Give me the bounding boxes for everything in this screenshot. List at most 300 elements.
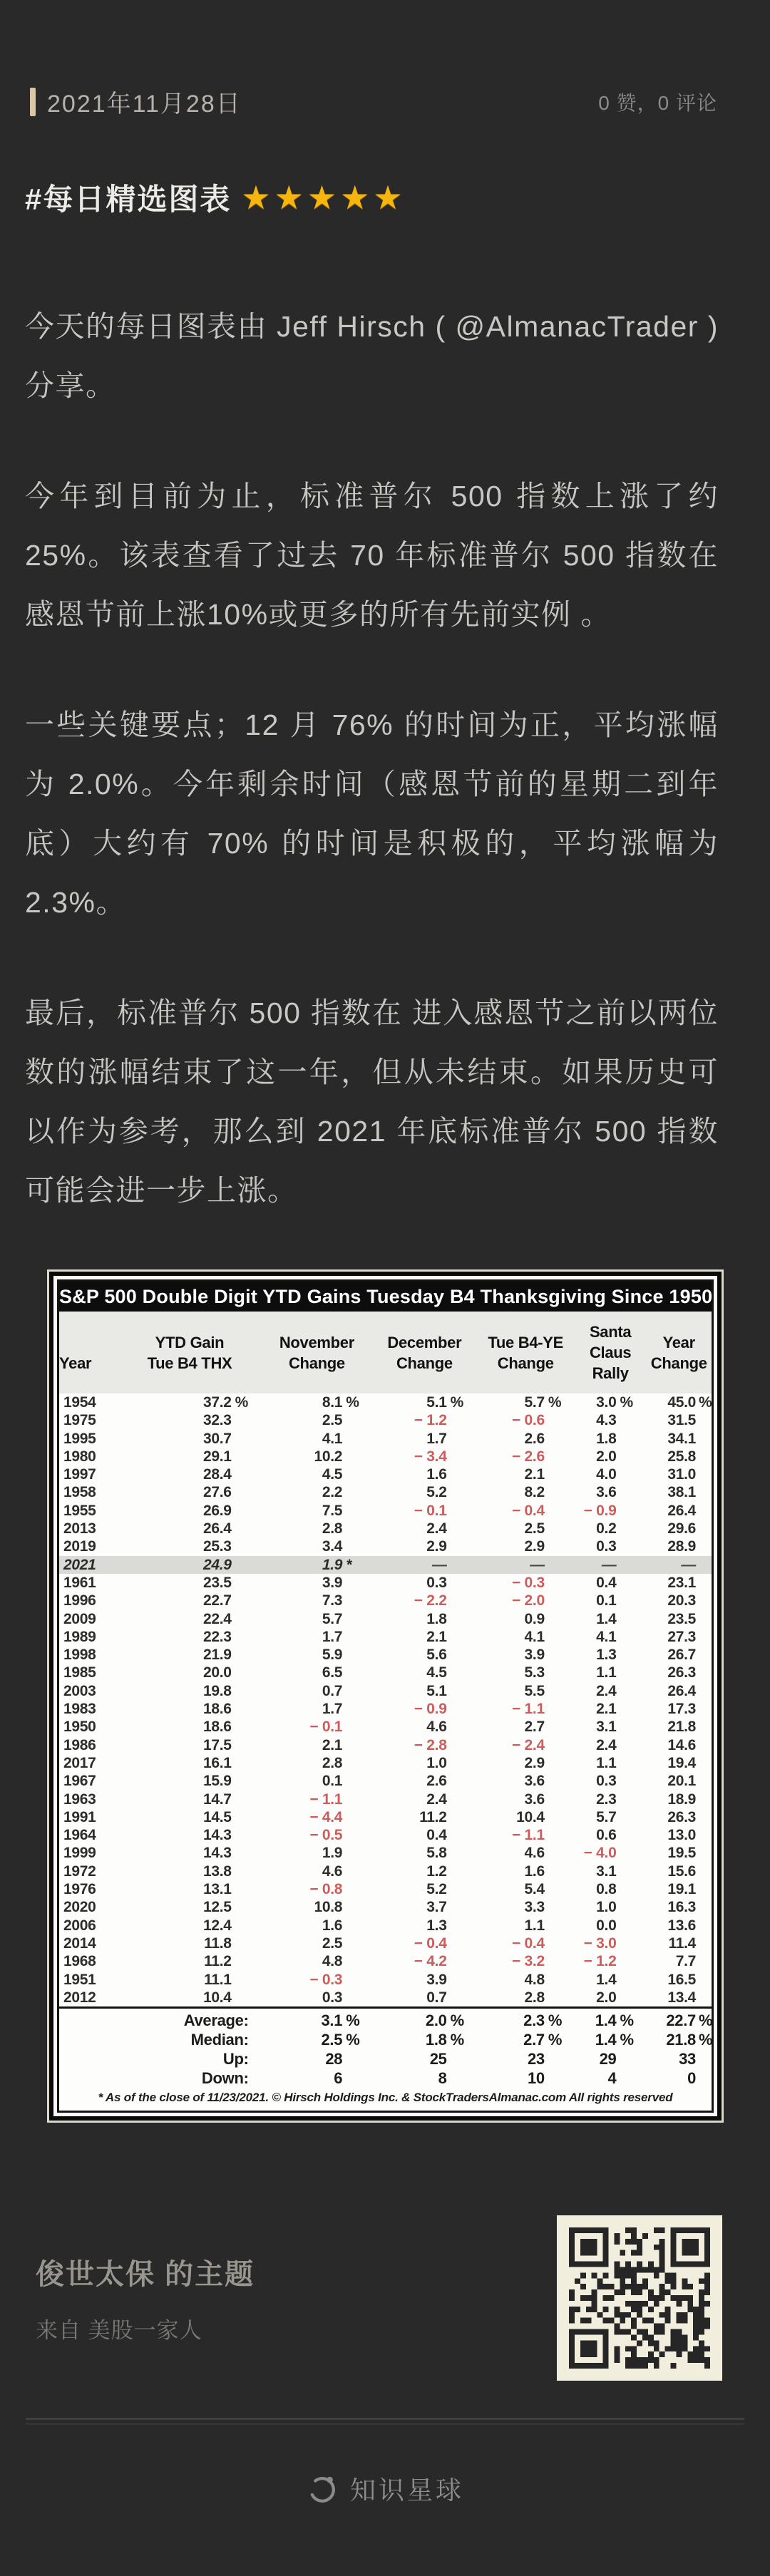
almanac-table-frame — [57, 1279, 714, 2113]
table-cell: − 4.2 — [414, 1953, 447, 1970]
year-cell: 2003 — [63, 1682, 96, 1699]
table-cell: 2.3 % — [477, 2008, 575, 2031]
table-cell: 1.4 — [596, 1971, 617, 1988]
post-header — [0, 0, 770, 219]
table-cell: 38.1 — [667, 1484, 696, 1501]
year-cell: 1963 — [63, 1791, 96, 1808]
table-cell: 0.0 — [596, 1917, 617, 1934]
table-cell: 25 — [429, 2050, 447, 2068]
table-cell: 0 — [687, 2069, 696, 2088]
table-cell: 8 — [438, 2069, 447, 2088]
year-cell: 1961 — [63, 1574, 96, 1591]
table-cell: 17.5 — [202, 1736, 232, 1753]
table-header — [59, 1312, 712, 1393]
table-cell: − 4.0 — [583, 1845, 617, 1862]
table-cell: 30.7 — [202, 1430, 232, 1447]
hashtag-link[interactable]: #每日精选图表 — [25, 182, 232, 216]
brand-name: 知识星球 — [349, 2475, 464, 2505]
qr-code — [557, 2215, 722, 2381]
table-row — [59, 1592, 712, 1609]
table-cell: − 1.2 — [414, 1412, 447, 1429]
table-cell: 14.3 — [202, 1845, 232, 1862]
year-cell: 1964 — [63, 1827, 96, 1844]
table-cell: 26.3 — [667, 1808, 696, 1825]
table-cell: 16.5 — [667, 1971, 696, 1988]
table-cell: 2.8 — [322, 1754, 343, 1771]
table-cell: 5.1 — [426, 1682, 447, 1699]
table-cell: 19.1 — [667, 1881, 696, 1898]
table-cell: 5.2 — [426, 1484, 447, 1501]
table-cell: − 2.0 — [512, 1592, 545, 1609]
table-cell: 0.3 — [322, 1989, 343, 2006]
table-cell: − 0.4 — [512, 1502, 545, 1519]
table-cell: − 0.3 — [512, 1574, 545, 1591]
table-cell: 5.7 % — [524, 1394, 562, 1411]
table-cell: 5.1 % — [426, 1394, 463, 1411]
table-cell: 4.1 — [596, 1628, 617, 1645]
table-cell: 2.6 — [524, 1430, 545, 1447]
table-cell: 2.9 — [524, 1754, 545, 1771]
table-row — [59, 1754, 712, 1772]
post-paragraph: 今天的每日图表由 Jeff Hirsch ( @AlmanacTrader ) 分享。 — [25, 310, 719, 402]
table-cell: 5.4 — [524, 1881, 545, 1898]
table-cell: 3.4 — [322, 1538, 343, 1555]
column-header: Year — [59, 1312, 118, 1393]
table-cell: 1.8 — [596, 1430, 617, 1447]
table-cell: 1.8 — [426, 1610, 447, 1627]
year-cell: 1980 — [63, 1448, 96, 1465]
table-cell: 2.5 — [322, 1934, 343, 1952]
table-cell: 5.3 — [524, 1664, 545, 1681]
table-cell: 1.6 — [524, 1863, 545, 1880]
footer-theme-title[interactable]: 俊世太保 的主题 — [36, 2259, 255, 2291]
table-cell: − 0.4 — [512, 1934, 545, 1952]
year-cell: 1995 — [63, 1430, 96, 1447]
table-cell: 1.6 — [426, 1466, 447, 1483]
table-cell: 33 — [679, 2050, 696, 2068]
post-paragraph: 今年到目前为止，标准普尔 500 指数上涨了约 25%。该表查看了过去 70 年标准普尔 500 指数在 感恩节前上涨10%或更多的所有先前实例 。 — [25, 480, 719, 631]
table-cell: — — [477, 1556, 575, 1574]
table-cell: 8.1 % — [322, 1394, 359, 1411]
table-cell: 2.5 — [524, 1520, 545, 1537]
table-cell: 3.9 — [426, 1971, 447, 1988]
summary-label: Down: — [201, 2069, 249, 2088]
table-cell: 22.3 — [202, 1628, 232, 1645]
table-row — [59, 1520, 712, 1537]
year-cell: 1976 — [63, 1881, 96, 1898]
table-cell: 16.1 — [202, 1754, 232, 1771]
table-title: S&P 500 Double Digit YTD Gains Tuesday B4 Thanksgiving Since 1950 — [59, 1282, 712, 1312]
table-row — [59, 1700, 712, 1718]
post-paragraph: 一些关键要点；12 月 76% 的时间为正，平均涨幅为 2.0%。今年剩余时间（感恩节前的星期二到年底）大约有 70% 的时间是积极的，平均涨幅为 2.3%。 — [25, 709, 719, 919]
table-cell: 10.4 — [516, 1808, 545, 1825]
table-cell: − 2.4 — [512, 1736, 545, 1753]
table-cell: 14.5 — [202, 1808, 232, 1825]
table-cell: 4.6 — [426, 1719, 447, 1736]
table-cell: 3.9 — [322, 1574, 343, 1591]
table-cell: 23.5 — [202, 1574, 232, 1591]
year-cell: 1967 — [63, 1773, 96, 1790]
table-cell: − 0.5 — [309, 1827, 343, 1844]
table-cell: − 0.3 — [309, 1971, 343, 1988]
table-cell: 21.8 — [667, 1719, 696, 1736]
table-row — [59, 1772, 712, 1790]
post-body — [0, 297, 770, 2121]
table-row — [59, 1844, 712, 1862]
table-row — [59, 1537, 712, 1555]
table-cell: 0.1 — [596, 1592, 617, 1609]
year-cell: 2012 — [63, 1989, 96, 2006]
table-cell: − 0.1 — [414, 1502, 447, 1519]
table-row — [59, 1989, 712, 2008]
table-cell: 2.4 — [596, 1682, 617, 1699]
table-row — [59, 1808, 712, 1826]
table-cell: 3.3 — [524, 1899, 545, 1916]
likes-comments-count: 0 赞，0 评论 — [598, 91, 717, 114]
table-cell: 22.4 — [202, 1610, 232, 1627]
data-table — [59, 1312, 712, 2088]
table-cell: 18.9 — [667, 1791, 696, 1808]
table-cell: 28.4 — [202, 1466, 232, 1483]
table-cell: 6 — [334, 2069, 343, 2088]
year-cell: 1999 — [63, 1845, 96, 1862]
table-cell: − 0.6 — [512, 1412, 545, 1429]
table-row — [59, 1736, 712, 1754]
table-row — [59, 1682, 712, 1700]
table-cell: − 0.1 — [309, 1719, 343, 1736]
date-marker-bar — [30, 88, 36, 116]
year-cell: 1986 — [63, 1736, 96, 1753]
table-row — [59, 1448, 712, 1465]
table-cell: 3.6 — [524, 1773, 545, 1790]
table-footnote: * As of the close of 11/23/2021. © Hirsch Holdings Inc. & StockTradersAlmanac.com All rights reserved — [98, 2091, 673, 2105]
table-cell: − 1.1 — [512, 1827, 545, 1844]
table-row — [59, 1898, 712, 1916]
table-cell: 2.7 — [524, 1719, 545, 1736]
summary-label: Average: — [59, 2008, 262, 2031]
table-cell: 20.1 — [667, 1773, 696, 1790]
table-cell: 21.9 — [202, 1647, 232, 1664]
table-cell: 12.5 — [202, 1899, 232, 1916]
table-cell: 2.3 — [596, 1791, 617, 1808]
table-cell: 26.7 — [667, 1647, 696, 1664]
year-cell: 2019 — [63, 1538, 96, 1555]
table-cell: 13.0 — [667, 1827, 696, 1844]
table-cell: 1.1 — [524, 1917, 545, 1934]
table-cell: 1.3 — [426, 1917, 447, 1934]
summary-row — [59, 2030, 712, 2049]
table-row — [59, 1826, 712, 1844]
table-cell: 13.1 — [202, 1881, 232, 1898]
table-cell: 4.5 — [322, 1466, 343, 1483]
table-cell: 0.9 — [524, 1610, 545, 1627]
table-cell: 0.7 — [426, 1989, 447, 2006]
table-cell: 2.5 — [322, 1412, 343, 1429]
table-cell: 4.1 — [322, 1430, 343, 1447]
year-cell: 1950 — [63, 1719, 96, 1736]
table-row — [59, 1863, 712, 1880]
table-cell: 2.1 — [596, 1701, 617, 1718]
table-row — [59, 1411, 712, 1429]
table-cell: 2.6 — [426, 1773, 447, 1790]
qr-code-image — [569, 2227, 710, 2369]
year-cell: 2006 — [63, 1917, 96, 1934]
table-cell: − 2.8 — [414, 1736, 447, 1753]
table-cell: − 4.4 — [309, 1808, 343, 1825]
table-cell: 2.1 — [426, 1628, 447, 1645]
table-row — [59, 1971, 712, 1989]
table-cell: 4.5 — [426, 1664, 447, 1681]
year-cell: 1975 — [63, 1412, 96, 1429]
table-cell: 13.6 — [667, 1917, 696, 1934]
table-cell: 14.7 — [202, 1791, 232, 1808]
table-cell: 0.3 — [426, 1574, 447, 1591]
table-cell: 32.3 — [202, 1412, 232, 1429]
table-body — [59, 1393, 712, 2088]
table-cell: 26.4 — [667, 1682, 696, 1699]
table-cell: 29 — [599, 2050, 617, 2068]
table-cell: 4.1 — [524, 1628, 545, 1645]
table-cell: 19.8 — [202, 1682, 232, 1699]
table-cell: 10.2 — [314, 1448, 343, 1465]
table-cell: 3.1 % — [262, 2008, 373, 2031]
table-row — [59, 1628, 712, 1646]
table-cell: 28.9 — [667, 1538, 696, 1555]
table-cell: — — [575, 1556, 647, 1574]
table-cell: 1.4 % — [595, 2031, 634, 2049]
table-cell: 11.8 — [204, 1934, 232, 1952]
table-cell: 5.7 — [322, 1610, 343, 1627]
table-row — [59, 1483, 712, 1501]
year-cell: 2020 — [63, 1899, 96, 1916]
year-cell: 1991 — [63, 1808, 96, 1825]
table-cell: 2.9 — [426, 1538, 447, 1555]
table-cell: 29.1 — [202, 1448, 232, 1465]
table-cell: 0.2 — [596, 1520, 617, 1537]
table-cell: 27.6 — [202, 1484, 232, 1501]
table-cell: 37.2 % — [202, 1394, 249, 1411]
table-cell: 20.0 — [202, 1664, 232, 1681]
table-cell: 2.8 — [322, 1520, 343, 1537]
table-cell: 5.5 — [524, 1682, 545, 1699]
table-row — [59, 1430, 712, 1448]
table-row — [59, 1934, 712, 1952]
table-cell: 2.9 — [524, 1538, 545, 1555]
table-cell: 3.1 — [596, 1863, 617, 1880]
footer-text-block — [36, 2252, 255, 2344]
table-row — [59, 1917, 712, 1934]
table-cell: 0.4 — [596, 1574, 617, 1591]
table-cell: − 1.1 — [512, 1701, 545, 1718]
table-cell: − 3.2 — [512, 1953, 545, 1970]
table-cell: 4.6 — [524, 1845, 545, 1862]
summary-label: Median: — [190, 2031, 249, 2049]
table-cell: 0.8 — [596, 1881, 617, 1898]
table-cell: 1.9 * — [262, 1556, 373, 1574]
table-cell: 1.7 — [322, 1628, 343, 1645]
table-image[interactable] — [49, 1272, 722, 2121]
table-cell: 3.6 — [596, 1484, 617, 1501]
table-cell: 23.1 — [667, 1574, 696, 1591]
table-cell: − 1.1 — [309, 1791, 343, 1808]
table-cell: 25.3 — [202, 1538, 232, 1555]
year-cell: 2021 — [59, 1556, 118, 1574]
year-cell: 2017 — [63, 1754, 96, 1771]
table-row — [59, 1610, 712, 1628]
table-cell: 2.5 % — [321, 2031, 360, 2049]
year-cell: 1955 — [63, 1502, 96, 1519]
table-cell: 11.4 — [668, 1934, 696, 1952]
table-cell: 3.0 % — [596, 1394, 633, 1411]
table-cell: 0.3 — [596, 1773, 617, 1790]
table-cell: 3.7 — [426, 1899, 447, 1916]
table-cell: 11.2 — [419, 1808, 447, 1825]
table-cell: 5.2 — [426, 1881, 447, 1898]
footer-source: 来自 美股一家人 — [36, 2318, 202, 2344]
summary-row — [59, 2068, 712, 2088]
table-cell: 10.4 — [202, 1989, 232, 2006]
table-cell: 1.0 — [426, 1754, 447, 1771]
table-cell: 1.1 — [596, 1664, 617, 1681]
table-cell: 3.9 — [524, 1647, 545, 1664]
table-cell: 26.4 — [202, 1520, 232, 1537]
year-cell: 1996 — [63, 1592, 96, 1609]
table-cell: 2.7 % — [523, 2031, 563, 2049]
hashtag-row — [25, 176, 719, 219]
table-cell: 2.4 — [426, 1520, 447, 1537]
column-header: December Change — [372, 1312, 476, 1393]
table-cell: — — [646, 1556, 712, 1574]
table-cell: 1.9 — [322, 1845, 343, 1862]
table-cell: 21.8 % — [666, 2031, 713, 2049]
table-cell: 6.5 — [322, 1664, 343, 1681]
date-row — [0, 0, 770, 119]
table-cell: 1.0 — [596, 1899, 617, 1916]
year-cell: 1951 — [63, 1971, 96, 1988]
column-header: YTD Gain Tue B4 THX — [118, 1312, 261, 1393]
table-cell: − 2.2 — [414, 1592, 447, 1609]
table-row — [59, 1791, 712, 1808]
post-date: 2021年11月28日 — [47, 91, 242, 118]
table-cell: 10 — [527, 2069, 545, 2088]
year-cell: 2009 — [63, 1610, 96, 1627]
table-cell: 13.4 — [667, 1989, 696, 2006]
table-cell: 5.8 — [426, 1845, 447, 1862]
table-cell: 0.7 — [322, 1682, 343, 1699]
table-cell: 3.1 — [596, 1719, 617, 1736]
table-cell: 34.1 — [667, 1430, 696, 1447]
table-row — [59, 1664, 712, 1681]
table-cell: 17.3 — [667, 1701, 696, 1718]
table-cell: 1.2 — [426, 1863, 447, 1880]
year-cell: 1998 — [63, 1647, 96, 1664]
table-cell: 1.8 % — [425, 2031, 464, 2049]
table-cell: 5.9 — [322, 1647, 343, 1664]
table-cell: 18.6 — [202, 1719, 232, 1736]
table-cell: 1.3 — [596, 1647, 617, 1664]
table-cell: 26.4 — [667, 1502, 696, 1519]
table-row — [59, 1574, 712, 1592]
table-cell: 5.6 — [426, 1647, 447, 1664]
year-cell: 1983 — [63, 1701, 96, 1718]
table-row — [59, 1646, 712, 1664]
table-cell: 19.5 — [667, 1845, 696, 1862]
table-row — [59, 1718, 712, 1736]
table-cell: 7.5 — [322, 1502, 343, 1519]
table-cell: 7.3 — [322, 1592, 343, 1609]
table-cell: 28 — [325, 2050, 343, 2068]
table-cell: 2.1 — [322, 1736, 343, 1753]
year-cell: 2014 — [63, 1934, 96, 1952]
table-cell: − 3.4 — [414, 1448, 447, 1465]
table-cell: 1.7 — [322, 1701, 343, 1718]
table-cell: — — [372, 1556, 476, 1574]
table-cell: − 2.6 — [512, 1448, 545, 1465]
table-cell: 10.8 — [314, 1899, 343, 1916]
table-cell: 8.2 — [524, 1484, 545, 1501]
table-cell: − 1.2 — [583, 1953, 617, 1970]
year-cell: 1958 — [63, 1484, 96, 1501]
summary-row — [59, 2008, 712, 2031]
star-rating: ★★★★★ — [241, 179, 406, 216]
table-cell: 0.1 — [322, 1773, 343, 1790]
table-cell: 1.1 — [596, 1754, 617, 1771]
table-cell: 14.3 — [202, 1827, 232, 1844]
table-row — [59, 1952, 712, 1970]
table-cell: 24.9 — [118, 1556, 261, 1574]
brand-footer — [0, 2471, 770, 2507]
table-cell: 26.3 — [667, 1664, 696, 1681]
bottom-divider — [26, 2418, 744, 2425]
table-cell: 11.1 — [204, 1971, 232, 1988]
table-cell: 1.7 — [426, 1430, 447, 1447]
table-cell: 29.6 — [667, 1520, 696, 1537]
column-header: Year Change — [646, 1312, 712, 1393]
table-cell: 2.0 — [596, 1448, 617, 1465]
planet-logo-icon — [306, 2473, 339, 2505]
table-cell: 22.7 — [202, 1592, 232, 1609]
year-cell: 1989 — [63, 1628, 96, 1645]
post-footer[interactable] — [36, 2215, 722, 2381]
table-cell: 13.8 — [202, 1863, 232, 1880]
table-cell: 23.5 — [667, 1610, 696, 1627]
table-cell: 20.3 — [667, 1592, 696, 1609]
table-cell: 2.2 — [322, 1484, 343, 1501]
table-cell: 5.7 — [596, 1808, 617, 1825]
table-cell: 26.9 — [202, 1502, 232, 1519]
table-cell: 0.3 — [596, 1538, 617, 1555]
year-cell: 1968 — [63, 1953, 96, 1970]
table-cell: 2.1 — [524, 1466, 545, 1483]
table-cell: 31.0 — [667, 1466, 696, 1483]
table-cell: 31.5 — [667, 1412, 696, 1429]
table-cell: 4.3 — [596, 1412, 617, 1429]
column-header: Santa Claus Rally — [575, 1312, 647, 1393]
table-cell: 2.0 % — [372, 2008, 476, 2031]
table-cell: 3.6 — [524, 1791, 545, 1808]
table-cell: − 0.9 — [583, 1502, 617, 1519]
table-cell: 1.4 — [596, 1610, 617, 1627]
table-cell: 15.6 — [667, 1863, 696, 1880]
table-cell: 4.8 — [322, 1953, 343, 1970]
table-cell: 11.2 — [204, 1953, 232, 1970]
table-cell: 2.4 — [596, 1736, 617, 1753]
table-cell: 19.4 — [667, 1754, 696, 1771]
table-cell: 4.0 — [596, 1466, 617, 1483]
table-cell: 1.6 — [322, 1917, 343, 1934]
year-cell: 1985 — [63, 1664, 96, 1681]
table-row — [59, 1465, 712, 1483]
